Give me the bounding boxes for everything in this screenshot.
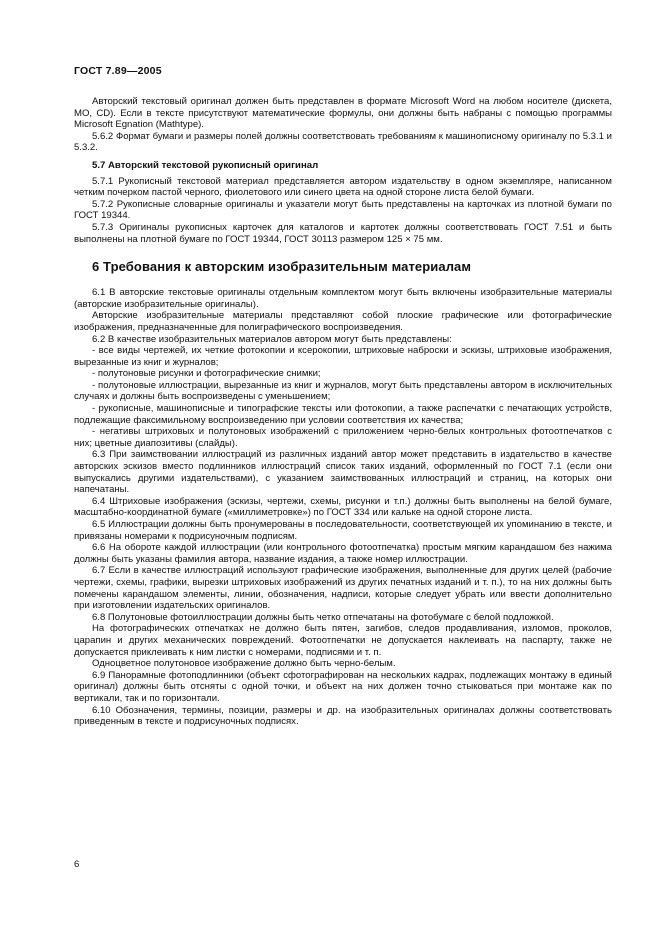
paragraph: 5.7.1 Рукописный текстовой материал представляется автором издательству в одном экземпляре, написанном четким почерком пастой черного, фиолетового или синего цвета на одной стороне листа белой бумаги. [74,175,612,199]
paragraph: 6.1 В авторские текстовые оригиналы отдельным комплектом могут быть включены изобразительные материалы (авторские изобразительные оригиналы). [74,287,612,310]
paragraph: 6.3 При заимствовании иллюстраций из различных изданий автор может представить в издательство в качестве авторских эскизов вместо подлинников иллюстраций список таких изданий, оформленный по ГОСТ 7.1 (если они выпускались другими издательствами), с указанием заимствованных иллюстраций и страниц, на которых они напечатаны. [74,449,612,496]
paragraph: 6.6 На обороте каждой иллюстрации (или контрольного фотоотпечатка) простым мягким карандашом без нажима должны быть указаны фамилия автора, название издания, а также номер иллюстрации. [74,542,612,565]
document-header: ГОСТ 7.89—2005 [74,65,162,77]
paragraph: Одноцветное полутоновое изображение должно быть черно-белым. [92,658,396,670]
paragraph: 5.7.2 Рукописные словарные оригиналы и указатели могут быть представлены на карточках из плотной бумаги по ГОСТ 19344. [74,198,612,222]
paragraph: 6.5 Иллюстрации должны быть пронумерованы в последовательности, соответствующей их упоминанию в тексте, и привязаны номерами к подрисуночным подписям. [74,519,612,542]
subsection-heading: 5.7 Авторский текстовой рукописный оригинал [92,159,319,171]
page-number: 6 [74,859,80,870]
list-item: - все виды чертежей, их четкие фотокопии и ксерокопии, штриховые наброски и эскизы, штриховые изображения, вырезанные из книг и журналов; [74,345,612,368]
list-item: - полутоновые рисунки и фотографические снимки; [92,368,321,380]
paragraph: Авторский текстовый оригинал должен быть представлен в формате Microsoft Word на любом носителе (дискета, МО, CD). Если в тексте присутствуют математические формулы, они должны быть набраны с помощью программы Microsoft Egnation (Mathtype). [74,96,612,131]
paragraph: 5.7.3 Оригиналы рукописных карточек для каталогов и картотек должны соответствовать ГОСТ 7.51 и быть выполнены на плотной бумаге по ГОСТ 19344, ГОСТ 30113 размером 125 × 75 мм. [74,221,612,245]
list-item: - негативы штриховых и полутоновых изображений с приложением черно-белых контрольных фотоотпечатков с них; цветные диапозитивы (слайды). [74,426,612,449]
document-body [74,96,612,728]
paragraph: 6.10 Обозначения, термины, позиции, размеры и др. на изобразительных оригиналах должны соответствовать приведенным в тексте и подрисуночных подписях. [74,704,612,728]
paragraph: 6.8 Полутоновые фотоиллюстрации должны быть четко отпечатаны на фотобумаге с белой подложкой. [92,611,554,623]
paragraph: 6.7 Если в качестве иллюстраций используют графические изображения, выполненные для других целей (рабочие чертежи, схемы, графики, вырезки штриховых изображений из других печатных изданий и т. п.), то на них должны быть помечены карандашом элементы, линии, обозначения, надписи, которые следует убрать или ввести дополнительно при изготовлении издательских оригиналов. [74,565,612,612]
list-item: - полутоновые иллюстрации, вырезанные из книг и журналов, могут быть представлены автором в исключительных случаях и должны быть воспроизведены с уменьшением; [74,379,612,403]
paragraph: 6.9 Панорамные фотоподлинники (объект сфотографирован на нескольких кадрах, подлежащих монтажу в единый оригинал) должны быть отсняты с одной точки, и объект на них должен точно стыковаться при монтаже как по вертикали, так и по горизонтали. [74,669,612,704]
paragraph: 5.6.2 Формат бумаги и размеры полей должны соответствовать требованиям к машинописному оригиналу по 5.3.1 и 5.3.2. [74,130,612,154]
paragraph: На фотографических отпечатках не должно быть пятен, загибов, следов продавливания, изломов, проколов, царапин и других механических повреждений. Фотоотпечатки не допускается наклеивать на паспарту, также не допускается приклеивать к ним листки с номерами, подписями и т. п. [74,623,612,658]
paragraph: 6.4 Штриховые изображения (эскизы, чертежи, схемы, рисунки и т.п.) должны быть выполнены на белой бумаге, масштабно-координатной бумаге («миллиметровке») по ГОСТ 334 или кальке на одной стороне листа. [74,495,612,519]
paragraph: Авторские изобразительные материалы представляют собой плоские графические или фотографические изображения, предназначенные для полиграфического воспроизведения. [74,310,612,333]
section-heading: 6 Требования к авторским изобразительным материалам [92,259,472,275]
list-item: - рукописные, машинописные и типографские тексты или фотокопии, а также распечатки с печатающих устройств, подлежащие факсимильному воспроизведению при условии соответствия их качества; [74,403,612,426]
paragraph: 6.2 В качестве изобразительных материалов автором могут быть представлены: [92,333,452,345]
